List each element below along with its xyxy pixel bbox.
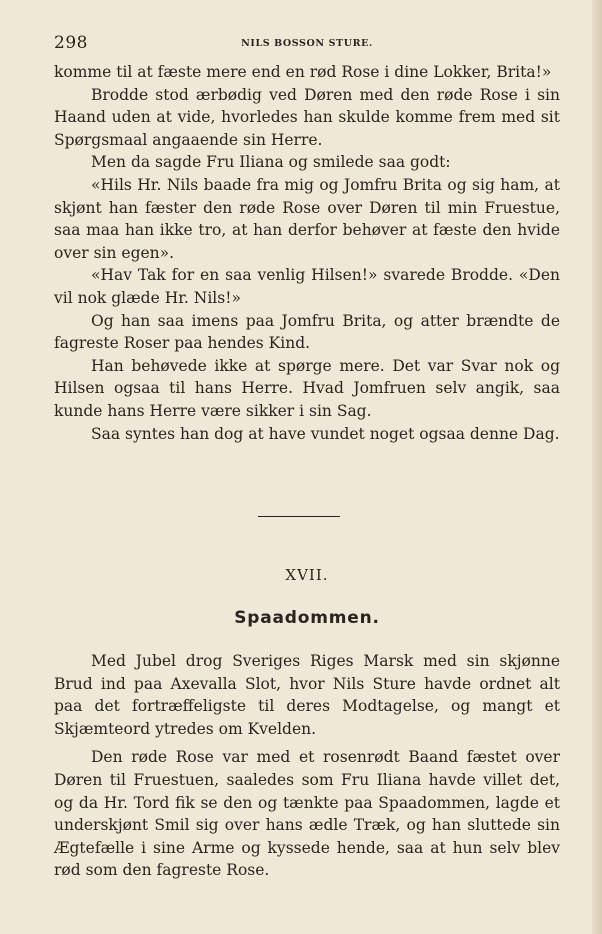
paragraph: Og han saa imens paa Jomfru Brita, og atter brændte de fagreste Roser paa hendes Kind. xyxy=(54,311,560,353)
text-block-2 xyxy=(54,650,560,882)
chapter-title: Spaadommen. xyxy=(234,608,380,628)
paragraph: «Hils Hr. Nils baade fra mig og Jomfru Brita og sig ham, at skjønt han fæster den røde Rose over Døren til min Fruestue, saa maa han ikke tro, at han derfor behøver at fæste den hvide over sin egen». xyxy=(54,175,560,262)
paragraph: Saa syntes han dog at have vundet noget ogsaa denne Dag. xyxy=(91,424,560,443)
paragraph: Men da sagde Fru Iliana og smilede saa godt: xyxy=(91,153,451,172)
page-number: 298 xyxy=(54,33,88,53)
section-divider xyxy=(258,516,340,517)
paragraph: komme til at fæste mere end en rød Rose i dine Lokker, Brita!» xyxy=(54,63,552,81)
running-head: NILS BOSSON STURE. xyxy=(241,38,373,49)
text-block-1 xyxy=(54,61,560,445)
paragraph: Brodde stod ærbødig ved Døren med den røde Rose i sin Haand uden at vide, hvorledes han skulde komme frem med sit Spørgsmaal angaaende sin Herre. xyxy=(54,85,560,149)
paragraph: «Hav Tak for en saa venlig Hilsen!» svarede Brodde. «Den vil nok glæde Hr. Nils!» xyxy=(54,266,560,307)
paragraph: Han behøvede ikke at spørge mere. Det var Svar nok og Hilsen ogsaa til hans Herre. Hvad Jomfruen selv angik, saa kunde hans Herre være sikker i sin Sag. xyxy=(54,356,560,420)
paragraph: Den røde Rose var med et rosenrødt Baand fæstet over Døren til Fruestuen, saaledes som Fru Iliana havde villet det, og da Hr. Tord fik se den og tænkte paa Spaadommen, lagde et underskjønt Smil sig over hans ædle Træk, og han sluttede sin Ægtefælle i sine Arme og kyssede hende, saa at hun selv blev rød som den fagreste Rose. xyxy=(54,748,560,880)
page-header xyxy=(54,33,560,53)
paragraph: Med Jubel drog Sveriges Riges Marsk med sin skjønne Brud ind paa Axevalla Slot, hvor Nils Sture havde ordnet alt paa det fortræffeligste til deres Modtagelse, og mangt et Skjæmteord ytredes om Kvelden. xyxy=(54,652,560,738)
chapter-number: XVII. xyxy=(285,566,329,584)
page-edge xyxy=(592,0,602,934)
